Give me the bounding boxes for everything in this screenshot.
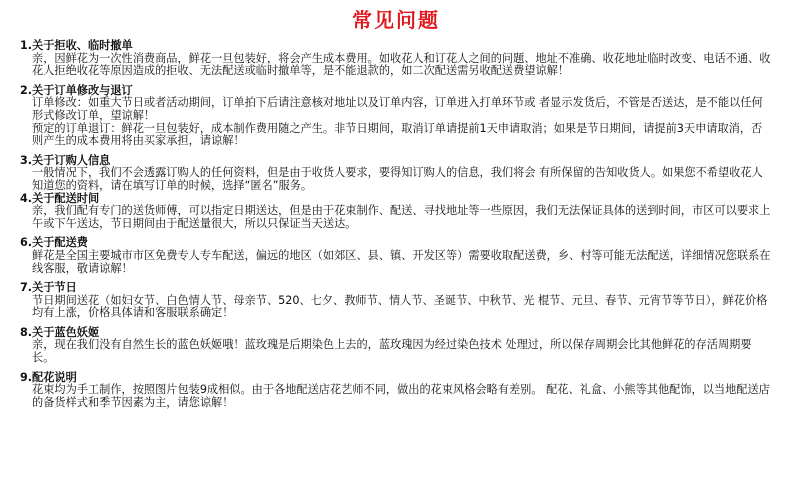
faq-paragraph: 节日期间送花（如妇女节、白色情人节、母亲节、520、七夕、教师节、情人节、圣诞节、中秋节、光 棍节、元旦、春节、元宵节等节日），鲜花价格均有上涨，价格具体请和客服联系确定！ <box>32 293 768 320</box>
faq-paragraph: 订单修改：如重大节日或者活动期间，订单拍下后请注意核对地址以及订单内容，订单进入打单环节或 者显示发货后，不管是否送达，是不能以任何形式修改订单，望谅解！ <box>32 96 763 122</box>
faq-heading: 4.关于配送时间 <box>20 191 100 205</box>
faq-paragraph: 一般情况下，我们不会透露订购人的任何资料，但是由于收货人要求，要得知订购人的信息，我们将会 有所保留的告知收货人。如果您不希望收花人知道您的资料，请在填写订单的时候，选择“匿名”服务。 <box>32 166 763 192</box>
faq-heading: 7.关于节日 <box>20 281 77 295</box>
faq-paragraph: 花束均为手工制作，按照图片包装9成相似。由于各地配送店花艺师不同，做出的花束风格会略有差别。 配花、礼盒、小熊等其他配饰，以当地配送店的备货样式和季节因素为主，请您谅解！ <box>32 383 770 409</box>
faq-section-refusal <box>20 40 772 78</box>
faq-heading: 1.关于拒收、临时撤单 <box>20 39 133 52</box>
faq-paragraph: 亲，我们配有专门的送货师傅，可以指定日期送达，但是由于花束制作、配送、寻找地址等一些原因，我们无法保证具体的送到时间，市区可以要求上午或下午送达，节日期间由于配送量很大，所以只保证当天送达。 <box>32 204 771 230</box>
faq-heading: 6.关于配送费 <box>20 236 88 250</box>
page-title: 常见问题 <box>352 8 440 32</box>
faq-heading: 2.关于订单修改与退订 <box>20 83 133 97</box>
faq-list <box>20 40 772 409</box>
faq-paragraph: 鲜花是全国主要城市市区免费专人专车配送，偏远的地区（如郊区、县、镇、开发区等）需要收取配送费，乡、村等可能无法配送，详细情况您联系在线客服，敬请谅解！ <box>32 248 771 275</box>
faq-section-order-change <box>20 85 772 148</box>
faq-paragraph: 预定的订单退订：鲜花一旦包装好，成本制作费用随之产生。非节日期间，取消订单请提前1天申请取消；如果是节日期间，请提前3天申请取消，否则产生的成本费用将由买家承担，请谅解！ <box>32 121 763 148</box>
faq-heading: 3.关于订购人信息 <box>20 153 111 167</box>
faq-paragraph: 亲，现在我们没有自然生长的蓝色妖姬哦！蓝玫瑰是后期染色上去的，蓝玫瑰因为经过染色技术 处理过，所以保存周期会比其他鲜花的存活周期要长。 <box>32 338 752 365</box>
faq-section-buyer-info <box>20 155 772 193</box>
faq-heading: 8.关于蓝色妖姬 <box>20 325 100 339</box>
faq-section-holidays <box>20 282 772 320</box>
faq-section-delivery-time <box>20 193 772 231</box>
faq-paragraph: 亲，因鲜花为一次性消费商品，鲜花一旦包装好，将会产生成本费用。如收花人和订花人之间的问题、地址不准确、收花地址临时改变、电话不通、收花人拒绝收花等原因造成的拒收、无法配送或临时撤单等，是不能退款的，如二次配送需另收配送费望谅解！ <box>32 51 771 78</box>
faq-section-delivery-fee <box>20 237 772 275</box>
faq-heading: 9.配花说明 <box>20 370 77 384</box>
faq-section-blue-rose <box>20 327 772 365</box>
faq-section-arrangement <box>20 372 772 410</box>
